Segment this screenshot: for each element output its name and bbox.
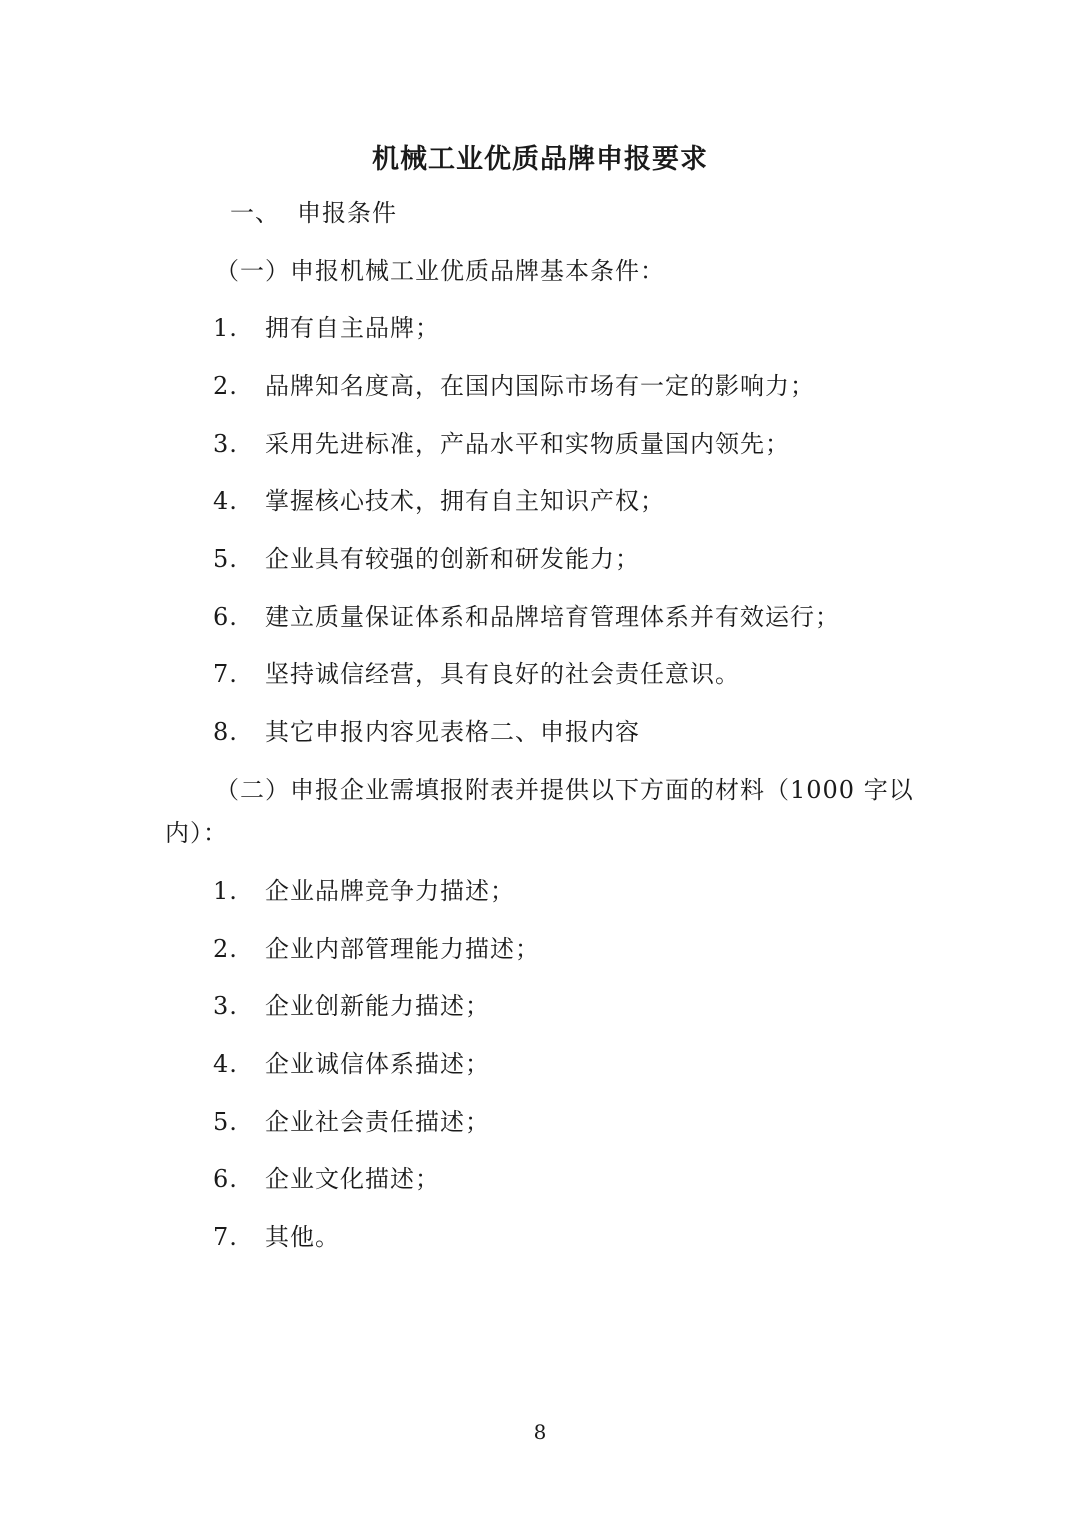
document-title: 机械工业优质品牌申报要求 [372, 144, 708, 175]
list-item-number: 1. [213, 314, 238, 342]
list-item [0, 600, 1080, 634]
list-item-number: 1. [213, 877, 238, 905]
subsection-heading-1: （一）申报机械工业优质品牌基本条件： [215, 257, 665, 285]
section-marker: 一、 [230, 199, 280, 227]
list-item-text: 企业具有较强的创新和研发能力； [265, 545, 640, 573]
list-item [0, 311, 1080, 345]
list-item-text: 坚持诚信经营，具有良好的社会责任意识。 [265, 660, 740, 688]
list-item-text: 其它申报内容见表格二、申报内容 [265, 718, 640, 746]
list-item-text: 品牌知名度高，在国内国际市场有一定的影响力； [265, 372, 815, 400]
list-item-text: 其他。 [265, 1223, 340, 1251]
list-item [0, 989, 1080, 1023]
section-heading: 申报条件 [297, 199, 397, 227]
list-item [0, 657, 1080, 691]
list-item-number: 5. [213, 1108, 238, 1136]
list-item-text: 企业诚信体系描述； [265, 1050, 490, 1078]
list-item-number: 2. [213, 935, 238, 963]
list-item [0, 542, 1080, 576]
list-item-text: 企业品牌竞争力描述； [265, 877, 515, 905]
list-item [0, 932, 1080, 966]
list-item-number: 3. [213, 992, 238, 1020]
page-number: 8 [533, 1420, 547, 1444]
list-item-number: 6. [213, 603, 238, 631]
list-item-number: 4. [213, 1050, 238, 1078]
subsection-heading-2-line2: 内）： [165, 819, 228, 847]
list-item-text: 建立质量保证体系和品牌培育管理体系并有效运行； [265, 603, 840, 631]
list-item-number: 2. [213, 372, 238, 400]
list-item [0, 1220, 1080, 1254]
list-item [0, 715, 1080, 749]
list-item-number: 7. [213, 660, 238, 688]
subsection-heading-2-line1: （二）申报企业需填报附表并提供以下方面的材料（1000 字以 [215, 776, 914, 804]
list-item-text: 企业内部管理能力描述； [265, 935, 540, 963]
list-item [0, 369, 1080, 403]
list-item-text: 拥有自主品牌； [265, 314, 440, 342]
list-item-number: 4. [213, 487, 238, 515]
list-item-number: 6. [213, 1165, 238, 1193]
list-item-text: 企业文化描述； [265, 1165, 440, 1193]
list-item [0, 874, 1080, 908]
list-item-number: 3. [213, 430, 238, 458]
list-item-number: 5. [213, 545, 238, 573]
list-item-number: 7. [213, 1223, 238, 1251]
list-item [0, 484, 1080, 518]
list-item-number: 8. [213, 718, 238, 746]
list-item [0, 1105, 1080, 1139]
list-item [0, 427, 1080, 461]
list-item-text: 企业创新能力描述； [265, 992, 490, 1020]
list-item [0, 1162, 1080, 1196]
list-item-text: 企业社会责任描述； [265, 1108, 490, 1136]
list-item-text: 掌握核心技术，拥有自主知识产权； [265, 487, 665, 515]
list-item-text: 采用先进标准，产品水平和实物质量国内领先； [265, 430, 790, 458]
list-item [0, 1047, 1080, 1081]
